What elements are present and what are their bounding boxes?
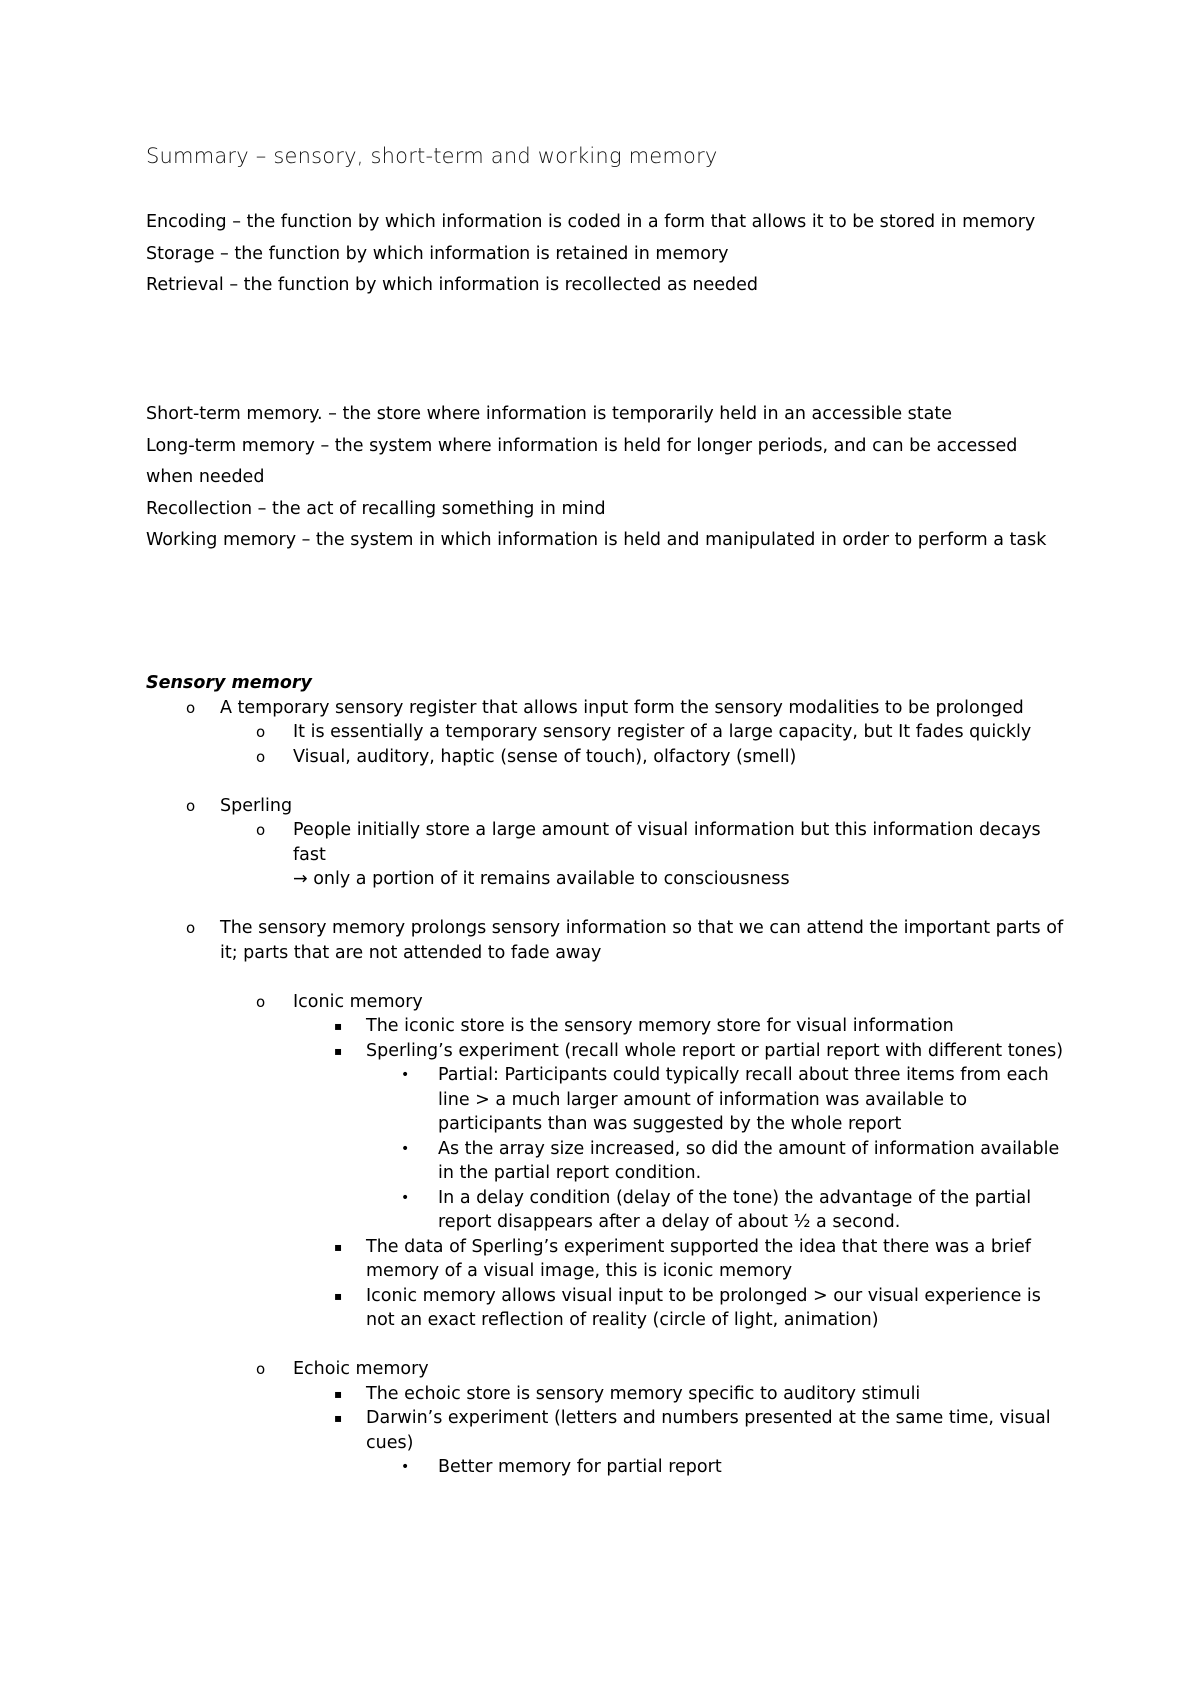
- dot-bullet-icon: •: [401, 1067, 410, 1083]
- definition-retrieval: Retrieval – the function by which information is recollected as needed: [146, 275, 758, 295]
- definitions-block-2: [146, 399, 1066, 557]
- bullet-o-icon: o: [256, 1360, 266, 1378]
- list-item: ▪ Darwin’s experiment (letters and numbers presented at the same time, visual cues): [334, 1408, 1051, 1453]
- bullet-o-icon: o: [186, 919, 196, 937]
- square-bullet-icon: ▪: [334, 1386, 343, 1401]
- list-item: ▪ The iconic store is the sensory memory store for visual information: [146, 1014, 1066, 1039]
- square-bullet-icon: ▪: [334, 1288, 343, 1303]
- list-item: • In a delay condition (delay of the tone) the advantage of the partial report disappears after a delay of about ½ a second.: [401, 1187, 1032, 1232]
- dot-bullet-icon: •: [401, 1140, 410, 1157]
- bullet-o-icon: o: [256, 723, 266, 741]
- definition-short-term-memory: Short-term memory. – the store where information is temporarily held in an accessible state: [146, 404, 952, 424]
- definition-long-term-memory: Long-term memory – the system where information is held for longer periods, and can be accessed when needed: [146, 435, 1018, 487]
- list-item: ▪ The data of Sperling’s experiment supported the idea that there was a brief memory of a visual image, this is iconic memory: [334, 1236, 1031, 1281]
- document-title: Summary – sensory, short-term and working memory: [146, 144, 718, 168]
- list-item-continuation: → only a portion of it remains available to consciousness: [293, 869, 790, 889]
- definition-storage: Storage – the function by which information is retained in memory: [146, 243, 729, 264]
- list-item: • Better memory for partial report: [146, 1455, 1066, 1480]
- list-item: o Sperling: [146, 794, 1066, 819]
- list-item: ▪ Iconic memory allows visual input to be prolonged > our visual experience is not an exact reflection of reality (circle of light, animation): [334, 1285, 1041, 1330]
- list-item: o Echoic memory: [146, 1357, 1066, 1382]
- list-item: ▪ Sperling’s experiment (recall whole report or partial report with different tones): [146, 1039, 1066, 1064]
- bullet-o-icon: o: [256, 992, 266, 1011]
- list-item: • As the array size increased, so did the amount of information available in the partial report condition.: [401, 1138, 1060, 1183]
- definition-recollection: Recollection – the act of recalling something in mind: [146, 498, 606, 519]
- definitions-block-1: [146, 207, 1066, 302]
- section-heading: Sensory memory: [146, 673, 312, 693]
- dot-bullet-icon: •: [401, 1189, 410, 1206]
- list-item: o Visual, auditory, haptic (sense of touch), olfactory (smell): [146, 745, 1066, 770]
- bullet-o-icon: o: [256, 747, 266, 766]
- bullet-o-icon: o: [256, 821, 266, 839]
- list-item: o People initially store a large amount of visual information but this information decays fast → only a portion of it remains available to consciousness: [146, 818, 1066, 892]
- list-item: o A temporary sensory register that allows input form the sensory modalities to be prolonged: [146, 696, 1066, 721]
- list-item: o The sensory memory prolongs sensory information so that we can attend the important parts of it; parts that are not attended to fade away: [186, 918, 1064, 963]
- sensory-memory-outline: [146, 671, 1066, 1480]
- list-item: o Iconic memory: [146, 990, 1066, 1015]
- square-bullet-icon: ▪: [334, 1019, 343, 1033]
- dot-bullet-icon: •: [401, 1459, 410, 1475]
- definition-working-memory: Working memory – the system in which information is held and manipulated in order to perform a task: [146, 530, 1047, 550]
- square-bullet-icon: ▪: [334, 1043, 343, 1058]
- list-item: • Partial: Participants could typically recall about three items from each line > a much larger amount of information was available to participants than was suggested by the whole report: [401, 1065, 1049, 1134]
- square-bullet-icon: ▪: [334, 1239, 343, 1254]
- bullet-o-icon: o: [186, 698, 196, 717]
- list-item: o It is essentially a temporary sensory register of a large capacity, but It fades quickly: [146, 720, 1066, 745]
- definition-encoding: Encoding – the function by which information is coded in a form that allows it to be stored in memory: [146, 212, 1036, 232]
- list-item: ▪ The echoic store is sensory memory specific to auditory stimuli: [146, 1382, 1066, 1407]
- bullet-o-icon: o: [186, 796, 196, 815]
- square-bullet-icon: ▪: [334, 1411, 343, 1425]
